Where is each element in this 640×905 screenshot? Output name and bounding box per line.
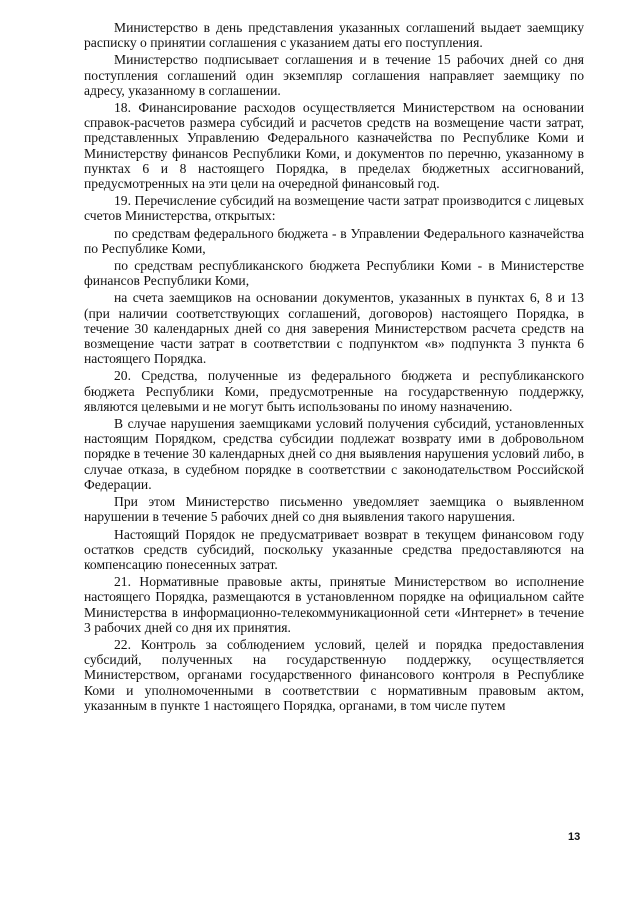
paragraph: В случае нарушения заемщиками условий получения субсидий, установленных настоящим Порядком, средства субсидии подлежат возврату ими в добровольном порядке в течение 30 календарных дней со дня выявления нарушения условий либо, в случае отказа, в судебном порядке в соответствии с законодательством Российской Федерации. bbox=[84, 416, 584, 492]
paragraph: на счета заемщиков на основании документов, указанных в пунктах 6, 8 и 13 (при наличии соответствующих соглашений, договоров) настоящего Порядка, в течение 30 календарных дней со дня заверения Министерством расчета средств на возмещение части затрат в соответствии с подпунктом «в» подпункта 3 пункта 6 настоящего Порядка. bbox=[84, 290, 584, 367]
paragraph: Министерство в день представления указанных соглашений выдает заемщику расписку о принятии соглашения с указанием даты его поступления. bbox=[84, 20, 584, 51]
paragraph-clause-20: 20. Средства, полученные из федерального бюджета и республиканского бюджета Республики Коми, предусмотренные на государственную поддержку, являются целевыми и не могут быть использованы по иному назначению. bbox=[84, 368, 584, 414]
paragraph: Настоящий Порядок не предусматривает возврат в текущем финансовом году остатков средств субсидий, поскольку указанные средства предоставляются на компенсацию понесенных затрат. bbox=[84, 526, 584, 572]
paragraph: по средствам федерального бюджета - в Управлении Федерального казначейства по Республике Коми, bbox=[84, 225, 584, 256]
paragraph-clause-22: 22. Контроль за соблюдением условий, целей и порядка предоставления субсидий, полученных на государственную поддержку, осуществляется Министерством, органами государственного финансового контроля в Республике Коми и уполномоченными в соответствии с нормативным правовым актом, указанным в пункте 1 настоящего Порядка, органами, в том числе путем bbox=[84, 636, 584, 713]
page-number: 13 bbox=[568, 831, 581, 843]
paragraph-clause-18: 18. Финансирование расходов осуществляется Министерством на основании справок-расчетов размера субсидий и расчетов средств на возмещение части затрат, представленных Управлению Федерального казначейства по Республике Коми и Министерству финансов Республики Коми, и документов по перечню, указанному в пунктах 6 и 8 настоящего Порядка, в пределах бюджетных ассигнований, предусмотренных на эти цели на очередной финансовый год. bbox=[84, 100, 584, 192]
document-body bbox=[84, 20, 584, 715]
paragraph-clause-19: 19. Перечисление субсидий на возмещение части затрат производится с лицевых счетов Министерства, открытых: bbox=[84, 193, 584, 224]
paragraph-clause-21: 21. Нормативные правовые акты, принятые Министерством во исполнение настоящего Порядка, размещаются в установленном порядке на официальном сайте Министерства в информационно-телекоммуникационной сети «Интернет» в течение 3 рабочих дней со дня их принятия. bbox=[84, 574, 584, 635]
paragraph: Министерство подписывает соглашения и в течение 15 рабочих дней со дня поступления соглашений один экземпляр соглашения направляет заемщику по адресу, указанному в соглашении. bbox=[84, 52, 584, 98]
paragraph: При этом Министерство письменно уведомляет заемщика о выявленном нарушении в течение 5 рабочих дней со дня выявления такого нарушения. bbox=[84, 494, 584, 525]
paragraph: по средствам республиканского бюджета Республики Коми - в Министерстве финансов Республики Коми, bbox=[84, 258, 584, 289]
